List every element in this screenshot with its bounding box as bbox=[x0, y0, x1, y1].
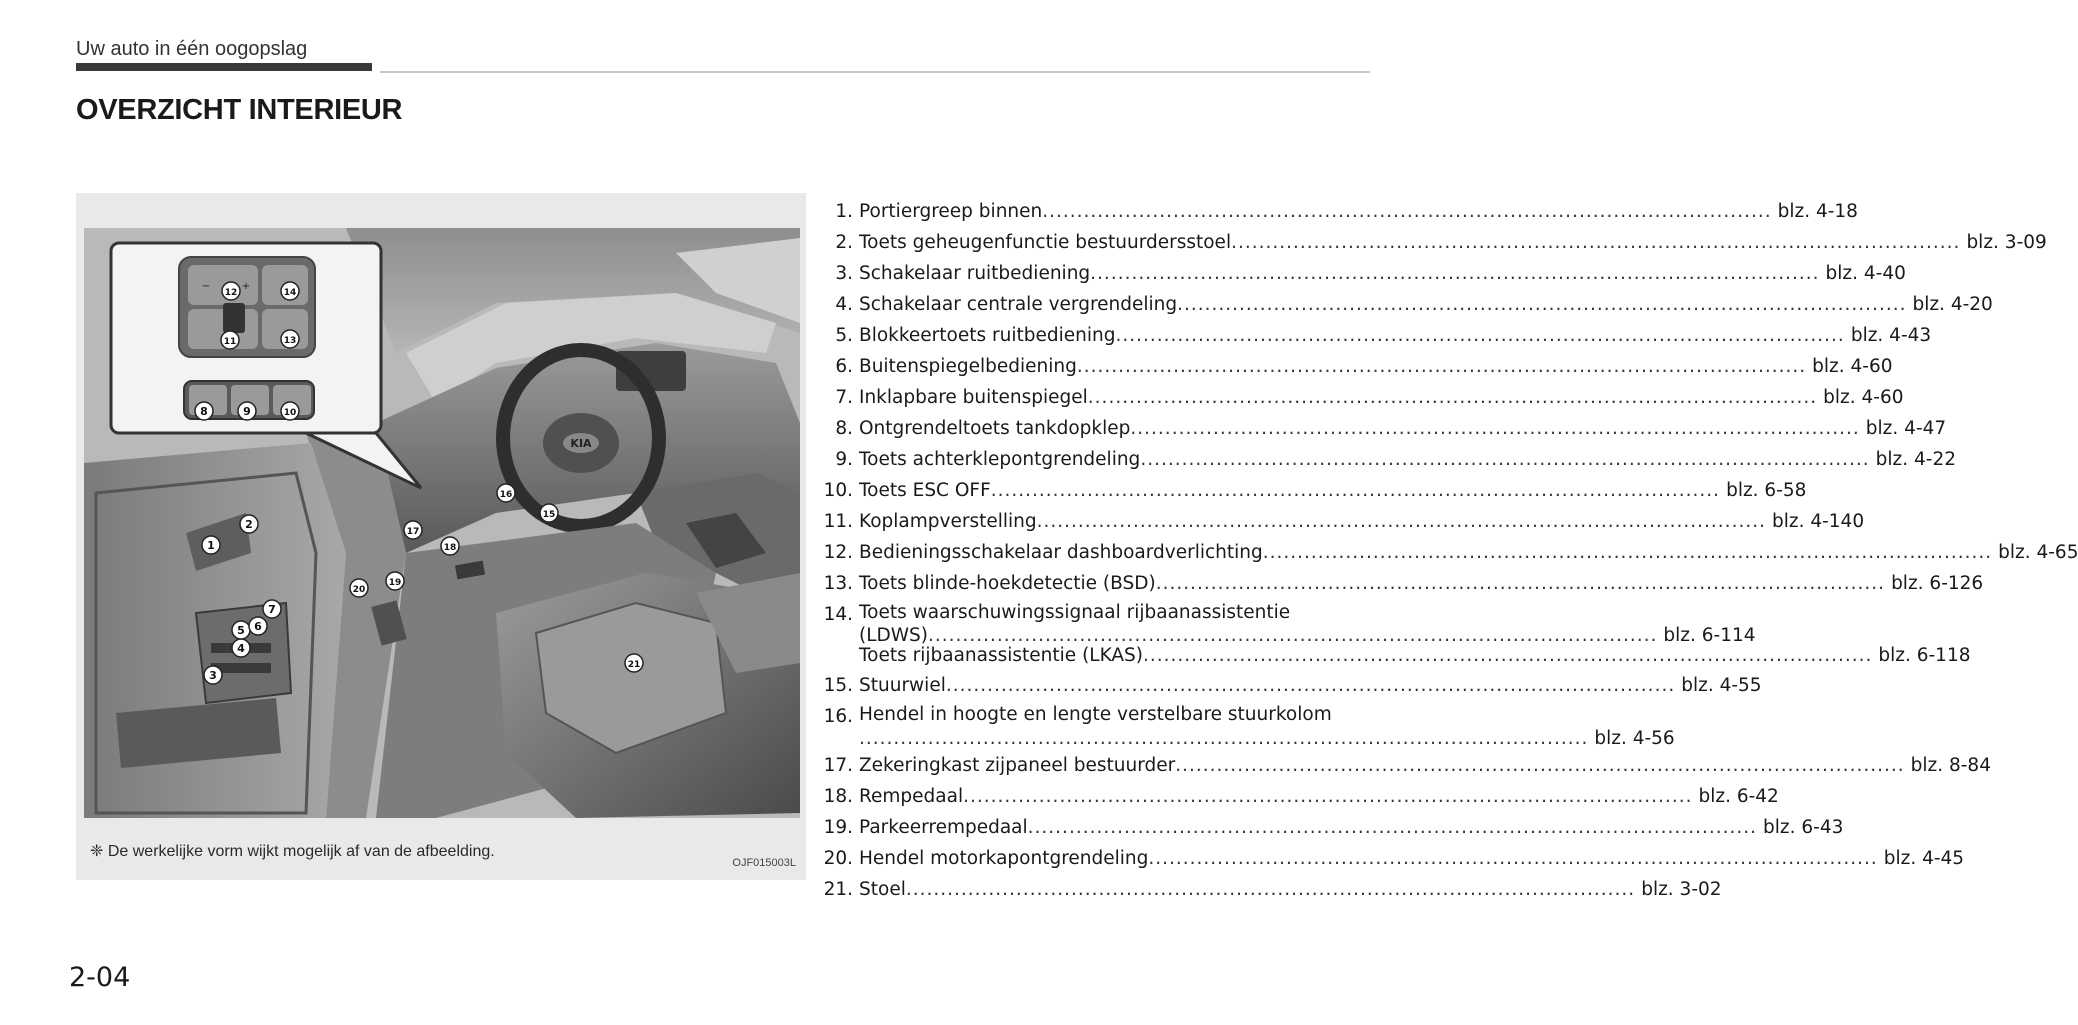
list-item: 3. Schakelaar ruitbediening .......................................................................................................... blz. 4-40 bbox=[835, 263, 1906, 284]
callout-number: 13 bbox=[283, 336, 297, 346]
section-divider bbox=[380, 71, 1370, 73]
callout-number: 7 bbox=[268, 603, 276, 616]
list-item: 13. Toets blinde-hoekdetectie (BSD) .......................................................................................................... blz. 6-126 bbox=[823, 573, 1984, 594]
callout-number: 18 bbox=[443, 543, 457, 553]
page-number: 2-04 bbox=[69, 962, 131, 993]
callout-number: 2 bbox=[245, 518, 253, 531]
callout-number: 1 bbox=[207, 539, 215, 552]
list-item: 1. Portiergreep binnen .......................................................................................................... blz. 4-18 bbox=[835, 201, 1858, 222]
callout-number: 21 bbox=[627, 660, 641, 670]
page-title: OVERZICHT INTERIEUR bbox=[76, 94, 403, 126]
callout-number: 10 bbox=[283, 408, 297, 418]
callout-number: 8 bbox=[200, 405, 208, 418]
list-item: 17. Zekeringkast zijpaneel bestuurder .......................................................................................................... blz. 8-84 bbox=[823, 755, 1991, 776]
list-item: 10. Toets ESC OFF .......................................................................................................... blz. 6-58 bbox=[823, 480, 1807, 501]
list-item: 9. Toets achterklepontgrendeling .......................................................................................................... blz. 4-22 bbox=[835, 449, 1957, 470]
callout-number: 9 bbox=[243, 405, 251, 418]
callout-number: 19 bbox=[388, 578, 402, 588]
list-item: 19. Parkeerrempedaal .......................................................................................................... blz. 6-43 bbox=[823, 817, 1844, 838]
list-item: 14. Toets waarschuwingssignaal rijbaanassistentie (LDWS) .......................................................................................................... blz. 6-114 Toets rijbaanassistentie (LKAS) .......................................................................................................... blz. 6-118 bbox=[823, 602, 1971, 666]
component-list bbox=[816, 196, 2078, 905]
list-item: 16. Hendel in hoogte en lengte verstelbare stuurkolom .......................................................................................................... blz. 4-56 bbox=[823, 704, 1675, 749]
list-item: 20. Hendel motorkapontgrendeling .......................................................................................................... blz. 4-45 bbox=[823, 848, 1965, 869]
list-item: 18. Rempedaal .......................................................................................................... blz. 6-42 bbox=[823, 786, 1779, 807]
callout-number: 4 bbox=[237, 642, 245, 655]
figure-note: ❈ De werkelijke vorm wijkt mogelijk af van de afbeelding. bbox=[90, 843, 495, 860]
callout-number: 16 bbox=[499, 490, 513, 500]
list-item: 6. Buitenspiegelbediening .......................................................................................................... blz. 4-60 bbox=[835, 356, 1893, 377]
section-bar bbox=[76, 63, 372, 71]
section-label: Uw auto in één oogopslag bbox=[76, 38, 308, 60]
brand-badge: KIA bbox=[570, 437, 592, 450]
callout-number: 20 bbox=[352, 585, 366, 595]
callout-number: 3 bbox=[209, 669, 217, 682]
callout-number: 5 bbox=[237, 624, 245, 637]
callout-number: 17 bbox=[406, 527, 420, 537]
list-item: 8. Ontgrendeltoets tankdopklep .......................................................................................................... blz. 4-47 bbox=[835, 418, 1947, 439]
dimmer-plus-symbol: + bbox=[241, 281, 251, 292]
callout-number: 11 bbox=[223, 337, 237, 347]
list-item: 21. Stoel .......................................................................................................... blz. 3-02 bbox=[823, 879, 1722, 900]
list-item: 7. Inklapbare buitenspiegel .......................................................................................................... blz. 4-60 bbox=[835, 387, 1904, 408]
dimmer-minus-symbol: − bbox=[201, 281, 211, 292]
callout-number: 14 bbox=[283, 288, 297, 298]
callout-number: 6 bbox=[254, 620, 262, 633]
car-interior-illustration bbox=[76, 193, 806, 880]
callout-number: 12 bbox=[224, 288, 238, 298]
list-item: 2. Toets geheugenfunctie bestuurdersstoel .......................................................................................................... blz. 3-09 bbox=[835, 232, 2047, 253]
figure-code: OJF015003L bbox=[732, 857, 796, 869]
list-item: 11. Koplampverstelling .......................................................................................................... blz. 4-140 bbox=[823, 511, 1865, 532]
list-item: 12. Bedieningsschakelaar dashboardverlichting .......................................................................................................... blz. 4-65 bbox=[823, 542, 2078, 563]
callout-number: 15 bbox=[542, 510, 556, 520]
list-item: 5. Blokkeertoets ruitbediening .......................................................................................................... blz. 4-43 bbox=[835, 325, 1932, 346]
list-item: 4. Schakelaar centrale vergrendeling .......................................................................................................... blz. 4-20 bbox=[835, 294, 1993, 315]
interior-figure bbox=[76, 193, 806, 880]
list-item: 15. Stuurwiel .......................................................................................................... blz. 4-55 bbox=[823, 675, 1762, 696]
